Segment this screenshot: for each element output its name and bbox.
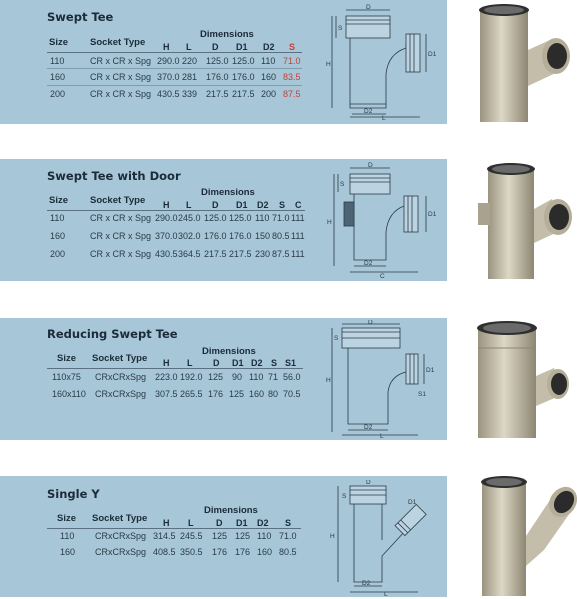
cell-d1: 217.5	[229, 249, 252, 259]
label-d1: D1	[428, 211, 437, 218]
label-s: S	[338, 25, 343, 32]
cell-d1: 176	[235, 547, 251, 557]
col-s: S	[289, 42, 296, 52]
label-d2: D2	[362, 580, 371, 587]
label-d: D	[366, 4, 371, 11]
cell-d: 125	[212, 531, 228, 541]
cell-d1: 90	[232, 372, 243, 382]
section-title: Single Y	[47, 487, 100, 501]
label-h: H	[327, 219, 332, 226]
cell-d: 125.0	[204, 213, 227, 223]
cell-s1: 70.5	[283, 389, 301, 399]
single-y-drawing	[322, 480, 442, 596]
dimensions-header: Dimensions	[204, 505, 258, 516]
cell-s1: 56.0	[283, 372, 301, 382]
cell-d: 176.0	[204, 231, 227, 241]
cell-l: 364.5	[178, 249, 201, 259]
col-h: H	[163, 358, 170, 368]
col-d1: D1	[236, 42, 248, 52]
cell-socket: CRxCRxSpg	[95, 547, 147, 557]
col-c: C	[295, 200, 302, 210]
col-d: D	[212, 42, 219, 52]
cell-d: 125.0	[206, 56, 229, 66]
col-d2: D2	[257, 200, 269, 210]
cell-d2: 110	[249, 372, 264, 382]
cell-l: 350.5	[180, 547, 203, 557]
col-d2: D2	[257, 518, 269, 528]
cell-size: 160	[50, 231, 66, 241]
cell-d2: 160	[257, 547, 273, 557]
cell-size: 110	[60, 531, 75, 541]
cell-d: 176.0	[206, 72, 229, 82]
cell-s: 83.5	[283, 72, 301, 82]
cell-d: 176	[208, 389, 224, 399]
col-d1: D1	[236, 200, 248, 210]
label-d: D	[368, 320, 373, 326]
cell-s: 71	[268, 372, 279, 382]
cell-l: 220	[182, 56, 198, 66]
col-l: L	[186, 200, 192, 210]
cell-h: 290.0	[157, 56, 180, 66]
cell-d2: 230	[255, 249, 271, 259]
cell-d1: 217.5	[232, 89, 255, 99]
reducing-swept-tee-photo	[460, 318, 577, 440]
section-title: Reducing Swept Tee	[47, 327, 178, 341]
cell-h: 290.0	[155, 213, 178, 223]
cell-s: 71.0	[279, 531, 297, 541]
cell-s: 87.5	[272, 249, 290, 259]
cell-d2: 110	[255, 213, 270, 223]
label-c: C	[380, 273, 385, 278]
col-d2: D2	[251, 358, 263, 368]
header-rule	[47, 528, 301, 529]
col-l: L	[186, 42, 192, 52]
cell-l: 192.0	[180, 372, 203, 382]
label-l: L	[382, 115, 386, 120]
label-d2: D2	[364, 260, 373, 267]
cell-socket: CR x CR x Spg	[90, 56, 152, 66]
swept-tee-photo	[460, 0, 577, 124]
cell-size: 110	[50, 56, 65, 66]
header-rule	[47, 368, 303, 369]
cell-s: 80.5	[272, 231, 290, 241]
cell-d2: 110	[257, 531, 272, 541]
cell-d2: 200	[261, 89, 277, 99]
cell-socket: CRxCRxSpg	[95, 389, 147, 399]
dimensions-header: Dimensions	[200, 29, 254, 40]
cell-h: 223.0	[155, 372, 178, 382]
cell-s: 71.0	[272, 213, 290, 223]
cell-d1: 176.0	[232, 72, 255, 82]
cell-socket: CR x CR x Spg	[90, 72, 152, 82]
label-l: L	[380, 433, 384, 438]
cell-h: 370.0	[155, 231, 178, 241]
cell-h: 408.5	[153, 547, 176, 557]
col-d: D	[213, 358, 220, 368]
col-h: H	[163, 200, 170, 210]
label-h: H	[330, 533, 335, 540]
col-s: S	[285, 518, 292, 528]
col-d1: D1	[232, 358, 244, 368]
label-s: S	[334, 335, 339, 342]
cell-s: 71.0	[283, 56, 301, 66]
cell-d1: 125.0	[232, 56, 255, 66]
cell-s: 87.5	[283, 89, 301, 99]
cell-d: 176	[212, 547, 228, 557]
label-d: D	[368, 162, 373, 169]
cell-s: 80.5	[279, 547, 297, 557]
cell-size: 160	[60, 547, 76, 557]
size-header: Size	[57, 353, 77, 364]
label-s: S	[340, 181, 345, 188]
cell-d: 217.5	[204, 249, 227, 259]
label-d: D	[366, 480, 371, 486]
cell-socket: CR x CR x Spg	[90, 89, 152, 99]
cell-d1: 176.0	[229, 231, 252, 241]
label-l: L	[384, 591, 388, 596]
size-header: Size	[49, 37, 69, 48]
cell-d2: 150	[255, 231, 271, 241]
cell-l: 281	[182, 72, 198, 82]
col-d1: D1	[236, 518, 248, 528]
section-title: Swept Tee	[47, 10, 114, 24]
cell-size: 160	[50, 72, 66, 82]
socket-type-header: Socket Type	[90, 195, 146, 206]
cell-d1: 125	[235, 531, 251, 541]
cell-size: 200	[50, 249, 66, 259]
col-s: S	[279, 200, 286, 210]
cell-l: 245.5	[180, 531, 203, 541]
col-h: H	[163, 42, 170, 52]
label-d2: D2	[364, 108, 373, 115]
cell-d2: 160	[249, 389, 265, 399]
row-rule	[47, 68, 302, 69]
cell-l: 265.5	[180, 389, 203, 399]
cell-d: 125	[208, 372, 224, 382]
cell-d1: 125.0	[229, 213, 252, 223]
cell-size: 110	[50, 213, 65, 223]
section-title: Swept Tee with Door	[47, 169, 181, 183]
cell-d: 217.5	[206, 89, 229, 99]
cell-s: 80	[268, 389, 279, 399]
label-h: H	[326, 61, 331, 68]
cell-socket: CR x CR x Spg	[90, 249, 152, 259]
socket-type-header: Socket Type	[90, 37, 146, 48]
col-d: D	[212, 200, 219, 210]
col-l: L	[188, 518, 194, 528]
cell-h: 307.5	[155, 389, 178, 399]
label-h: H	[326, 377, 331, 384]
cell-d2: 160	[261, 72, 277, 82]
cell-d1: 125	[229, 389, 245, 399]
cell-h: 430.5	[157, 89, 180, 99]
cell-d2: 110	[261, 56, 276, 66]
label-s: S	[342, 493, 347, 500]
size-header: Size	[49, 195, 69, 206]
col-d: D	[216, 518, 223, 528]
cell-size: 160x110	[52, 389, 86, 399]
col-l: L	[187, 358, 193, 368]
socket-type-header: Socket Type	[92, 513, 148, 524]
cell-h: 370.0	[157, 72, 180, 82]
cell-h: 430.5	[155, 249, 178, 259]
col-s1: S1	[285, 358, 297, 368]
cell-l: 245.0	[178, 213, 201, 223]
label-d1: D1	[426, 367, 435, 374]
reducing-swept-tee-drawing	[322, 320, 442, 438]
cell-c: 111	[291, 231, 305, 241]
col-s: S	[271, 358, 278, 368]
swept-tee-drawing	[322, 4, 442, 120]
cell-size: 200	[50, 89, 66, 99]
col-d2: D2	[263, 42, 275, 52]
swept-tee-door-photo	[460, 159, 577, 281]
cell-size: 110x75	[52, 372, 81, 382]
cell-socket: CR x CR x Spg	[90, 231, 152, 241]
label-s1: S1	[418, 391, 426, 398]
swept-tee-door-drawing	[322, 162, 442, 278]
header-rule	[47, 52, 302, 53]
dimensions-header: Dimensions	[202, 346, 256, 357]
header-rule	[47, 210, 305, 211]
dimensions-header: Dimensions	[201, 187, 255, 198]
cell-h: 314.5	[153, 531, 176, 541]
cell-c: 111	[291, 249, 305, 259]
row-rule	[47, 85, 302, 86]
socket-type-header: Socket Type	[92, 353, 148, 364]
label-d1: D1	[408, 499, 417, 506]
cell-socket: CR x CR x Spg	[90, 213, 152, 223]
label-d1: D1	[428, 51, 437, 58]
cell-l: 302.0	[178, 231, 201, 241]
col-h: H	[163, 518, 170, 528]
label-d2: D2	[364, 424, 373, 431]
cell-c: 111	[291, 213, 305, 223]
single-y-photo	[460, 476, 577, 599]
cell-l: 339	[182, 89, 198, 99]
size-header: Size	[57, 513, 77, 524]
cell-socket: CRxCRxSpg	[95, 372, 147, 382]
cell-socket: CRxCRxSpg	[95, 531, 147, 541]
